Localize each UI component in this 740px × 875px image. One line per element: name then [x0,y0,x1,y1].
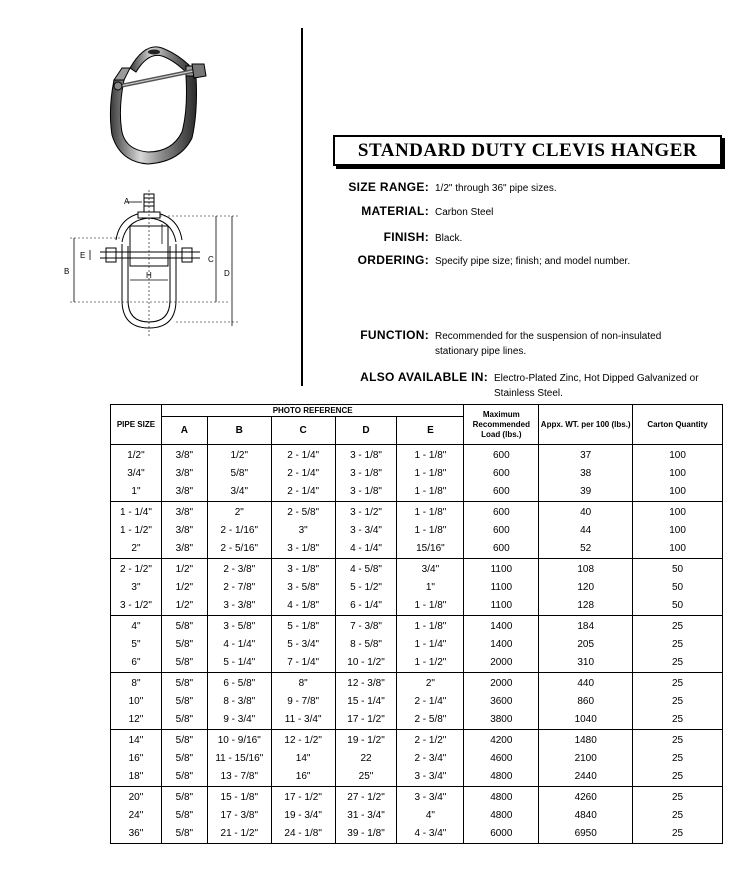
dim-label-a: A [124,197,130,206]
table-cell: 3/8" [161,502,207,521]
table-cell: 19 - 1/2" [335,730,397,749]
table-cell: 2" [111,540,162,559]
table-cell: 10 - 9/16" [207,730,271,749]
spec-material [330,204,493,220]
table-row [111,616,723,635]
table-row [111,787,723,806]
spec-finish [330,230,462,246]
table-cell: 600 [464,502,539,521]
table-cell: 2 - 1/16" [207,521,271,540]
header-carton: Carton Quantity [633,405,723,445]
table-row [111,483,723,502]
spec-label: FUNCTION: [360,328,429,342]
table-cell: 27 - 1/2" [335,787,397,806]
table-cell: 2000 [464,673,539,692]
table-cell: 15/16" [397,540,464,559]
table-cell: 39 - 1/8" [335,825,397,844]
table-cell: 1100 [464,578,539,597]
table-cell: 25 [633,654,723,673]
table-cell: 3/8" [161,540,207,559]
table-cell: 5/8" [161,825,207,844]
table-cell: 100 [633,483,723,502]
table-row [111,768,723,787]
table-cell: 4800 [464,768,539,787]
table-cell: 3 - 1/8" [335,483,397,502]
table-cell: 5/8" [161,730,207,749]
header-pipe-size: PIPE SIZE [111,405,162,445]
table-cell: 108 [539,559,633,578]
table-cell: 25 [633,768,723,787]
table-cell: 15 - 1/4" [335,692,397,711]
table-cell: 2100 [539,749,633,768]
table-cell: 13 - 7/8" [207,768,271,787]
dim-label-c: C [208,255,214,264]
table-cell: 37 [539,445,633,464]
table-cell: 860 [539,692,633,711]
spec-value: Electro-Plated Zinc, Hot Dipped Galvanized or Stainless Steel. [494,373,699,399]
spec-value: Black. [435,233,463,244]
table-cell: 1/2" [161,578,207,597]
table-cell: 25" [335,768,397,787]
table-cell: 25 [633,749,723,768]
table-cell: 14" [271,749,335,768]
table-cell: 19 - 3/4" [271,806,335,825]
table-cell: 9 - 3/4" [207,711,271,730]
table-cell: 50 [633,559,723,578]
table-row [111,464,723,483]
table-cell: 18" [111,768,162,787]
table-cell: 6000 [464,825,539,844]
table-cell: 25 [633,673,723,692]
table-cell: 100 [633,502,723,521]
table-cell: 6950 [539,825,633,844]
table-row [111,540,723,559]
table-cell: 5/8" [161,711,207,730]
table-cell: 25 [633,692,723,711]
table-cell: 1/2" [161,597,207,616]
table-cell: 10" [111,692,162,711]
table-cell: 5/8" [161,749,207,768]
table-cell: 1" [397,578,464,597]
table-cell: 8" [271,673,335,692]
table-cell: 3 - 3/4" [335,521,397,540]
table-row [111,711,723,730]
table-cell: 1 - 1/2" [397,654,464,673]
table-cell: 5/8" [161,787,207,806]
table-cell: 3 - 1/8" [271,559,335,578]
table-cell: 16" [111,749,162,768]
spec-label: FINISH: [383,230,429,244]
table-cell: 44 [539,521,633,540]
table-cell: 2 - 1/2" [111,559,162,578]
table-cell: 25 [633,730,723,749]
table-cell: 440 [539,673,633,692]
table-cell: 600 [464,540,539,559]
table-cell: 2 - 7/8" [207,578,271,597]
table-cell: 3/4" [111,464,162,483]
spec-label: MATERIAL: [361,204,429,218]
table-cell: 205 [539,635,633,654]
spec-also-available [330,370,724,401]
table-cell: 38 [539,464,633,483]
dim-label-e: E [80,251,86,260]
table-cell: 3/8" [161,445,207,464]
table-cell: 120 [539,578,633,597]
header-e: E [397,417,464,445]
table-cell: 15 - 1/8" [207,787,271,806]
table-cell: 16" [271,768,335,787]
table-cell: 1 - 1/8" [397,597,464,616]
table-cell: 4260 [539,787,633,806]
dim-label-h: H [146,271,152,280]
table-cell: 310 [539,654,633,673]
dim-label-d: D [224,269,230,278]
dimension-diagram [60,190,250,340]
table-cell: 3 - 1/8" [335,445,397,464]
table-cell: 2 - 3/4" [397,749,464,768]
table-cell: 100 [633,464,723,483]
table-cell: 1 - 1/8" [397,521,464,540]
table-cell: 17 - 1/2" [335,711,397,730]
table-cell: 3 - 1/2" [111,597,162,616]
table-cell: 3 - 1/2" [335,502,397,521]
table-cell: 2 - 3/8" [207,559,271,578]
table-cell: 9 - 7/8" [271,692,335,711]
table-cell: 6" [111,654,162,673]
dimensions-table [110,404,723,844]
table-cell: 2 - 1/4" [271,445,335,464]
header-max-load: Maximum Recommended Load (lbs.) [464,405,539,445]
table-cell: 3 - 5/8" [207,616,271,635]
table-cell: 2 - 5/8" [397,711,464,730]
table-cell: 3/8" [161,483,207,502]
table-row [111,825,723,844]
table-cell: 25 [633,825,723,844]
table-cell: 2000 [464,654,539,673]
table-cell: 17 - 1/2" [271,787,335,806]
table-cell: 1/2" [161,559,207,578]
spec-label: SIZE RANGE: [348,180,429,194]
table-cell: 12" [111,711,162,730]
table-row [111,730,723,749]
table-cell: 5/8" [161,806,207,825]
table-cell: 3 - 1/8" [271,540,335,559]
table-cell: 2" [397,673,464,692]
table-row [111,578,723,597]
table-cell: 5/8" [161,616,207,635]
table-cell: 8" [111,673,162,692]
table-cell: 1/2" [207,445,271,464]
table-cell: 600 [464,445,539,464]
header-photo-reference: PHOTO REFERENCE [161,405,463,417]
table-cell: 12 - 1/2" [271,730,335,749]
header-b: B [207,417,271,445]
page-title: STANDARD DUTY CLEVIS HANGER [333,135,722,166]
table-row [111,806,723,825]
header-c: C [271,417,335,445]
table-cell: 3 - 5/8" [271,578,335,597]
table-cell: 25 [633,787,723,806]
table-cell: 25 [633,711,723,730]
table-cell: 4800 [464,806,539,825]
header-d: D [335,417,397,445]
table-cell: 6 - 5/8" [207,673,271,692]
table-cell: 3800 [464,711,539,730]
table-cell: 11 - 3/4" [271,711,335,730]
table-cell: 1040 [539,711,633,730]
table-cell: 2 - 5/8" [271,502,335,521]
table-cell: 600 [464,464,539,483]
vertical-divider [301,28,303,386]
table-cell: 5" [111,635,162,654]
table-cell: 5 - 1/4" [207,654,271,673]
spec-label: ALSO AVAILABLE IN: [360,370,488,384]
table-body [111,445,723,844]
table-cell: 5/8" [161,768,207,787]
table-cell: 3 - 3/4" [397,787,464,806]
table-cell: 4840 [539,806,633,825]
spec-function [330,328,695,359]
table-cell: 3 - 3/4" [397,768,464,787]
table-row [111,502,723,521]
spec-value: Specify pipe size; finish; and model number. [435,256,631,267]
table-cell: 22 [335,749,397,768]
table-cell: 1400 [464,616,539,635]
dim-label-b: B [64,267,70,276]
table-cell: 1 - 1/8" [397,502,464,521]
table-cell: 2 - 1/4" [397,692,464,711]
table-cell: 1480 [539,730,633,749]
table-cell: 4 - 3/4" [397,825,464,844]
table-cell: 50 [633,578,723,597]
table-cell: 3" [111,578,162,597]
spec-label: ORDERING: [357,253,429,267]
table-cell: 8 - 5/8" [335,635,397,654]
table-cell: 7 - 1/4" [271,654,335,673]
table-cell: 100 [633,445,723,464]
table-cell: 2 - 5/16" [207,540,271,559]
table-cell: 24" [111,806,162,825]
table-cell: 1/2" [111,445,162,464]
table-cell: 2440 [539,768,633,787]
table-cell: 4" [397,806,464,825]
spec-size-range [330,180,557,196]
table-cell: 1400 [464,635,539,654]
table-cell: 4 - 1/8" [271,597,335,616]
table-cell: 40 [539,502,633,521]
table-row [111,749,723,768]
table-cell: 2 - 1/4" [271,464,335,483]
spec-ordering [330,253,630,269]
table-cell: 1 - 1/8" [397,464,464,483]
table-cell: 52 [539,540,633,559]
table-cell: 1 - 1/4" [397,635,464,654]
table-cell: 12 - 3/8" [335,673,397,692]
table-cell: 4" [111,616,162,635]
spec-value: Recommended for the suspension of non-insulated stationary pipe lines. [435,331,662,357]
table-cell: 3 - 1/8" [335,464,397,483]
table-cell: 5/8" [207,464,271,483]
table-cell: 4 - 1/4" [207,635,271,654]
header-weight: Appx. WT. per 100 (lbs.) [539,405,633,445]
table-row [111,559,723,578]
table-cell: 50 [633,597,723,616]
spec-value: Carbon Steel [435,207,494,218]
table-cell: 3/4" [397,559,464,578]
table-cell: 1 - 1/8" [397,616,464,635]
table-cell: 10 - 1/2" [335,654,397,673]
table-cell: 11 - 15/16" [207,749,271,768]
table-cell: 3600 [464,692,539,711]
table-cell: 100 [633,521,723,540]
table-cell: 4800 [464,787,539,806]
table-cell: 20" [111,787,162,806]
clevis-hanger-illustration [100,40,220,170]
table-cell: 17 - 3/8" [207,806,271,825]
table-cell: 600 [464,521,539,540]
table-row [111,597,723,616]
table-cell: 39 [539,483,633,502]
table-cell: 5 - 1/8" [271,616,335,635]
table-cell: 21 - 1/2" [207,825,271,844]
table-cell: 5/8" [161,654,207,673]
table-cell: 6 - 1/4" [335,597,397,616]
table-cell: 1" [111,483,162,502]
table-cell: 184 [539,616,633,635]
spec-value: 1/2" through 36" pipe sizes. [435,183,557,194]
table-cell: 1100 [464,559,539,578]
table-cell: 5/8" [161,673,207,692]
table-cell: 4200 [464,730,539,749]
table-cell: 5/8" [161,692,207,711]
table-cell: 5/8" [161,635,207,654]
table-cell: 25 [633,635,723,654]
table-row [111,692,723,711]
table-cell: 2 - 1/4" [271,483,335,502]
header-a: A [161,417,207,445]
table-cell: 5 - 1/2" [335,578,397,597]
table-cell: 3/4" [207,483,271,502]
table-cell: 3 - 3/8" [207,597,271,616]
table-cell: 8 - 3/8" [207,692,271,711]
table-cell: 600 [464,483,539,502]
table-cell: 1 - 1/8" [397,483,464,502]
table-cell: 1 - 1/2" [111,521,162,540]
table-row [111,635,723,654]
table-cell: 31 - 3/4" [335,806,397,825]
table-row [111,445,723,464]
table-cell: 4 - 1/4" [335,540,397,559]
table-cell: 14" [111,730,162,749]
table-cell: 1 - 1/4" [111,502,162,521]
table-cell: 7 - 3/8" [335,616,397,635]
table-cell: 2 - 1/2" [397,730,464,749]
table-cell: 3/8" [161,521,207,540]
table-cell: 5 - 3/4" [271,635,335,654]
table-row [111,654,723,673]
table-row [111,521,723,540]
table-cell: 3" [271,521,335,540]
table-cell: 36" [111,825,162,844]
table-cell: 3/8" [161,464,207,483]
table-cell: 1100 [464,597,539,616]
table-cell: 4 - 5/8" [335,559,397,578]
table-cell: 2" [207,502,271,521]
table-row [111,673,723,692]
table-cell: 24 - 1/8" [271,825,335,844]
table-cell: 128 [539,597,633,616]
table-cell: 25 [633,806,723,825]
table-cell: 100 [633,540,723,559]
table-cell: 25 [633,616,723,635]
table-cell: 1 - 1/8" [397,445,464,464]
table-cell: 4600 [464,749,539,768]
